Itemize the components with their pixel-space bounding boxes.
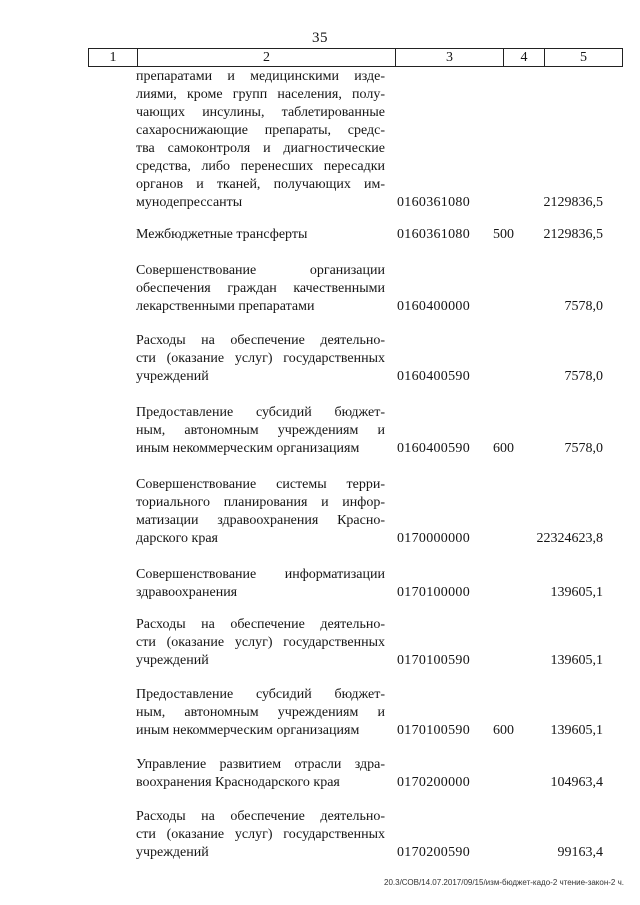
row-name-line: Межбюджетные трансферты xyxy=(136,227,308,242)
row-name xyxy=(136,808,385,862)
row-name-line: учреждений xyxy=(136,369,209,384)
row-name-line: сти (оказание услуг) государственных xyxy=(136,351,385,366)
row-amount: 99163,4 xyxy=(557,845,603,860)
footer-file-note: 20.3/СОВ/14.07.2017/09/15/изм-бюджет-кадо-2 чтение-закон-2 ч. xyxy=(384,878,624,887)
row-name-line: тва самоконтроля и диагностические xyxy=(136,141,385,156)
row-name-line: сти (оказание услуг) государственных xyxy=(136,827,385,842)
row-expense-type: 600 xyxy=(493,723,514,738)
row-name-line: препаратами и медицинскими изде- xyxy=(136,69,385,84)
row-name-line: Расходы на обеспечение деятельно- xyxy=(136,809,385,824)
row-name-line: воохранения Краснодарского края xyxy=(136,775,340,790)
column-header-5: 5 xyxy=(545,49,623,67)
row-target-code: 0170100590 xyxy=(397,723,470,738)
row-name xyxy=(136,226,385,244)
column-header-2: 2 xyxy=(138,49,396,67)
row-expense-type: 600 xyxy=(493,441,514,456)
page-number: 35 xyxy=(312,30,328,46)
row-name-line: чающих инсулины, таблетированные xyxy=(136,105,385,120)
row-amount: 139605,1 xyxy=(550,653,603,668)
row-amount: 7578,0 xyxy=(564,369,603,384)
row-amount: 22324623,8 xyxy=(536,531,603,546)
row-expense-type: 500 xyxy=(493,227,514,242)
row-name-line: Расходы на обеспечение деятельно- xyxy=(136,617,385,632)
row-name-line: ным, автономным учреждениям и xyxy=(136,705,385,720)
row-name xyxy=(136,476,385,548)
row-name-line: мунодепрессанты xyxy=(136,195,243,210)
row-name-line: обеспечения граждан качественными xyxy=(136,281,385,296)
column-header-table xyxy=(88,48,623,67)
row-name-line: учреждений xyxy=(136,653,209,668)
column-header-row xyxy=(89,49,623,67)
row-name-line: дарского края xyxy=(136,531,218,546)
row-name xyxy=(136,616,385,670)
row-amount: 2129836,5 xyxy=(543,227,603,242)
row-target-code: 0170100590 xyxy=(397,653,470,668)
row-name-line: сахароснижающие препараты, средс- xyxy=(136,123,385,138)
row-amount: 7578,0 xyxy=(564,299,603,314)
row-name-line: Расходы на обеспечение деятельно- xyxy=(136,333,385,348)
row-name xyxy=(136,686,385,740)
row-name xyxy=(136,262,385,316)
row-name-line: учреждений xyxy=(136,845,209,860)
row-name-line: иным некоммерческим организациям xyxy=(136,723,360,738)
row-name-line: ным, автономным учреждениям и xyxy=(136,423,385,438)
row-target-code: 0160361080 xyxy=(397,195,470,210)
row-name-line: матизации здравоохранения Красно- xyxy=(136,513,385,528)
row-target-code: 0160400000 xyxy=(397,299,470,314)
row-name-line: сти (оказание услуг) государственных xyxy=(136,635,385,650)
row-target-code: 0170000000 xyxy=(397,531,470,546)
row-target-code: 0170200000 xyxy=(397,775,470,790)
row-name-line: Совершенствование информатизации xyxy=(136,567,385,582)
row-name xyxy=(136,332,385,386)
row-target-code: 0160361080 xyxy=(397,227,470,242)
row-name xyxy=(136,566,385,602)
row-name-line: ториального планирования и инфор- xyxy=(136,495,385,510)
row-name-line: лекарственными препаратами xyxy=(136,299,315,314)
row-amount: 139605,1 xyxy=(550,585,603,600)
row-name-line: органов и тканей, получающих им- xyxy=(136,177,385,192)
row-name-line: средства, либо перенесших пересадки xyxy=(136,159,385,174)
row-name xyxy=(136,68,385,212)
row-target-code: 0160400590 xyxy=(397,369,470,384)
column-header-3: 3 xyxy=(396,49,504,67)
row-amount: 139605,1 xyxy=(550,723,603,738)
row-target-code: 0170100000 xyxy=(397,585,470,600)
column-header-4: 4 xyxy=(504,49,545,67)
row-name-line: Управление развитием отрасли здра- xyxy=(136,757,385,772)
row-name xyxy=(136,756,385,792)
row-name-line: Предоставление субсидий бюджет- xyxy=(136,687,385,702)
row-name-line: Предоставление субсидий бюджет- xyxy=(136,405,385,420)
row-amount: 2129836,5 xyxy=(543,195,603,210)
row-name xyxy=(136,404,385,458)
row-target-code: 0160400590 xyxy=(397,441,470,456)
row-name-line: здравоохранения xyxy=(136,585,238,600)
row-name-line: Совершенствование организации xyxy=(136,263,385,278)
row-name-line: лиями, кроме групп населения, полу- xyxy=(136,87,385,102)
column-header-1: 1 xyxy=(89,49,138,67)
row-amount: 7578,0 xyxy=(564,441,603,456)
row-name-line: иным некоммерческим организациям xyxy=(136,441,360,456)
row-name-line: Совершенствование системы терри- xyxy=(136,477,385,492)
row-amount: 104963,4 xyxy=(550,775,603,790)
row-target-code: 0170200590 xyxy=(397,845,470,860)
